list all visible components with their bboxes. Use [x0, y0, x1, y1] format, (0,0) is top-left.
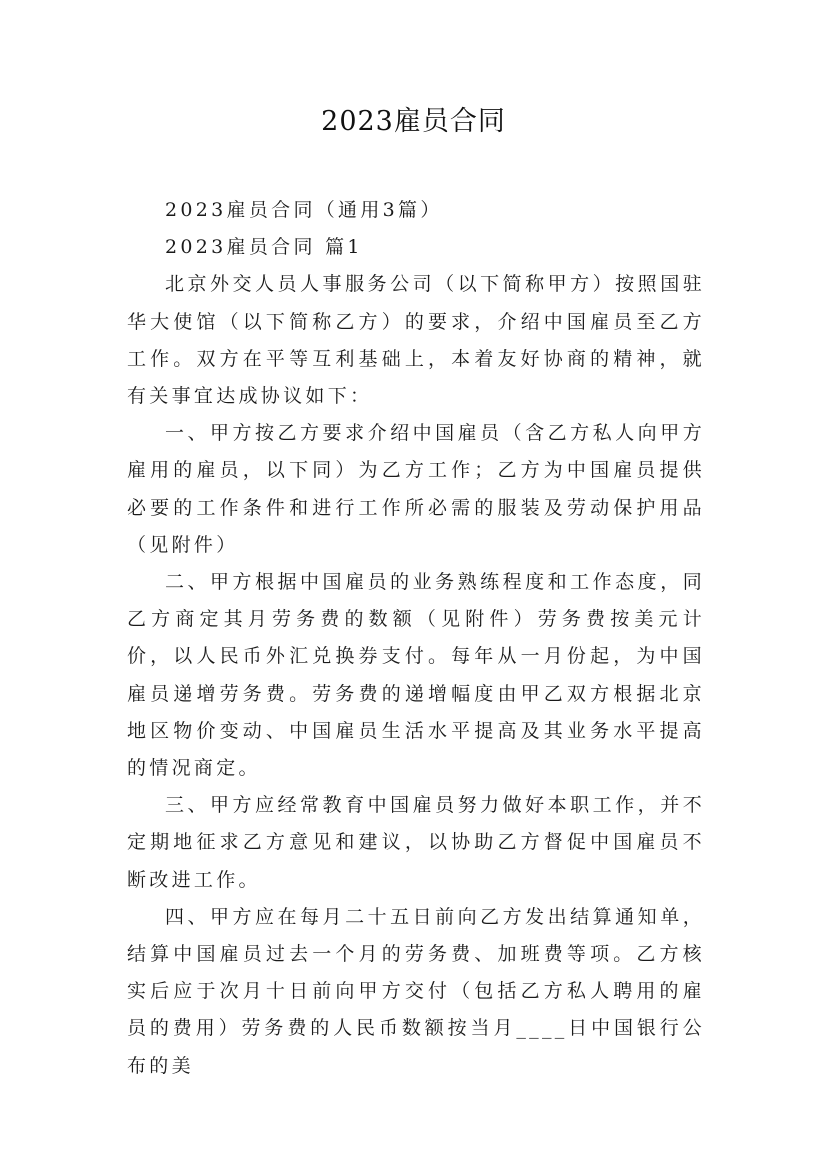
- document-body: [127, 192, 705, 1085]
- paragraph-intro: 北京外交人员人事服务公司（以下简称甲方）按照国驻华大使馆（以下简称乙方）的要求，介绍中国雇员至乙方工作。双方在平等互利基础上，本着友好协商的精神，就有关事宜达成协议如下：: [127, 273, 705, 408]
- paragraph-clause-4: 四、甲方应在每月二十五日前向乙方发出结算通知单，结算中国雇员过去一个月的劳务费、加班费等项。乙方核实后应于次月十日前向甲方交付（包括乙方私人聘用的雇员的费用）劳务费的人民币数额按当月____日中国银行公布的美: [127, 905, 705, 1077]
- paragraph-clause-3: 三、甲方应经常教育中国雇员努力做好本职工作，并不定期地征求乙方意见和建议，以协助乙方督促中国雇员不断改进工作。: [127, 794, 705, 891]
- paragraph-subtitle: 2023雇员合同（通用3篇）: [165, 199, 443, 221]
- paragraph-section-heading: 2023雇员合同 篇1: [165, 236, 363, 259]
- paragraph-clause-2: 二、甲方根据中国雇员的业务熟练程度和工作态度，同乙方商定其月劳务费的数额（见附件）劳务费按美元计价，以人民币外汇兑换券支付。每年从一月份起，为中国雇员递增劳务费。劳务费的递增幅度由甲乙双方根据北京地区物价变动、中国雇员生活水平提高及其业务水平提高的情况商定。: [127, 571, 705, 780]
- paragraph-clause-1: 一、甲方按乙方要求介绍中国雇员（含乙方私人向甲方雇用的雇员，以下同）为乙方工作；乙方为中国雇员提供必要的工作条件和进行工作所必需的服装及劳动保护用品（见附件）: [127, 422, 705, 556]
- document-title: 2023雇员合同: [321, 106, 506, 137]
